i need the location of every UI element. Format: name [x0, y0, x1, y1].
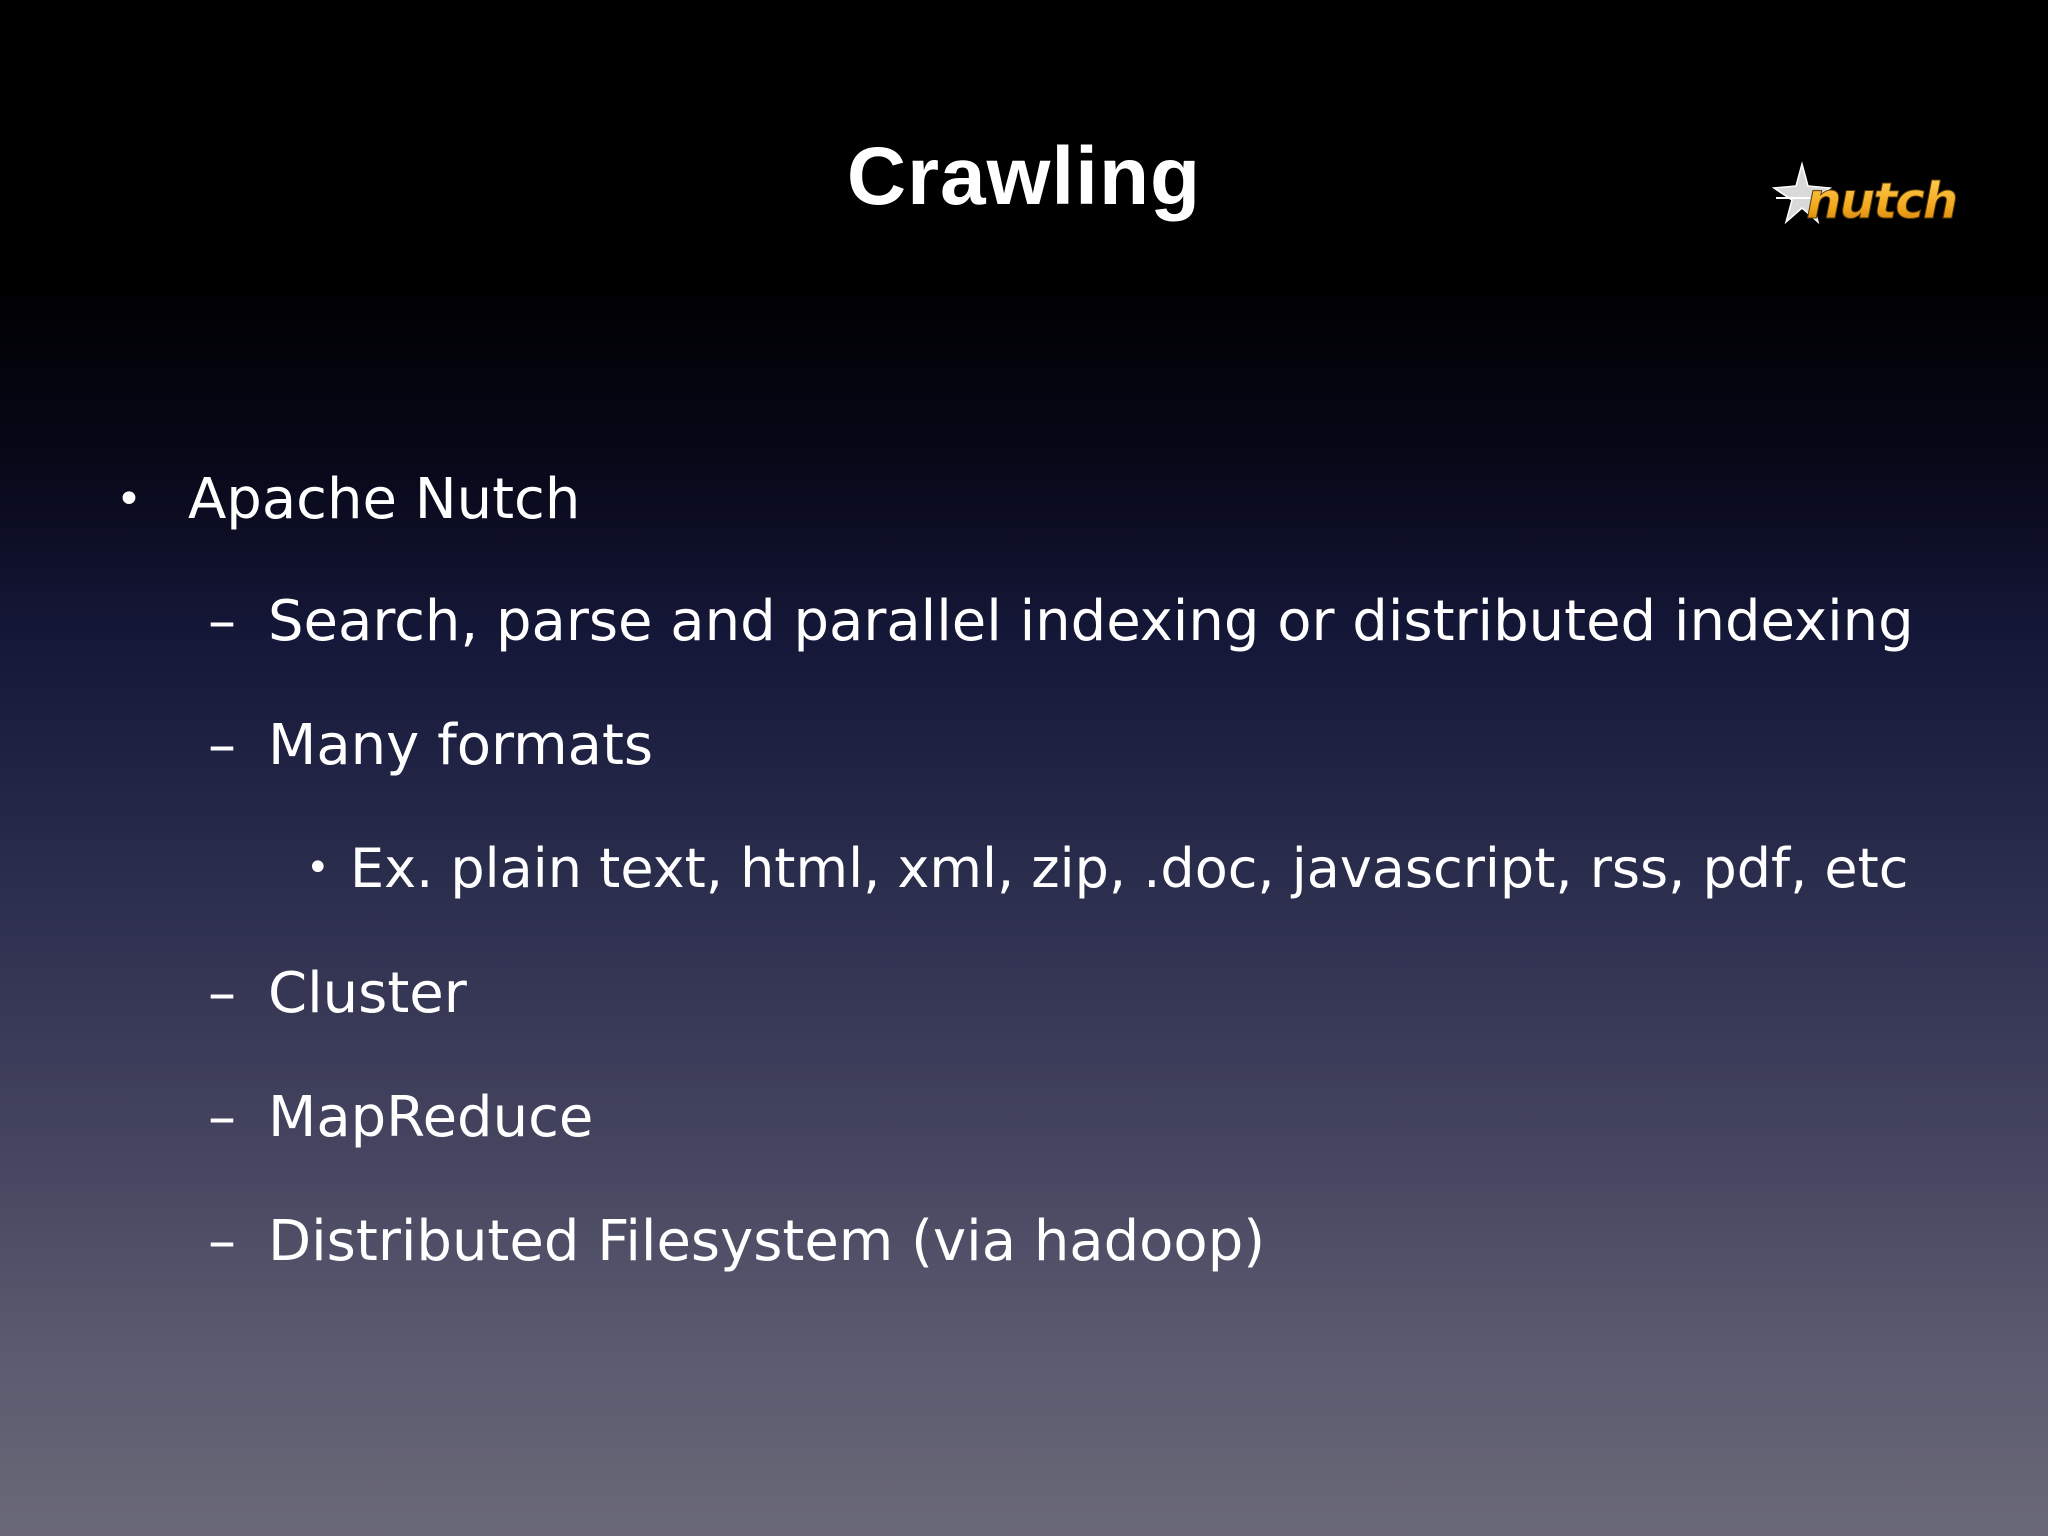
bullet-text: MapReduce — [268, 1085, 594, 1150]
bullet-text: Search, parse and parallel indexing or distributed indexing — [268, 589, 1914, 654]
bullet-marker: • — [306, 845, 330, 891]
bullet-marker: • — [116, 474, 142, 525]
dash-marker: – — [208, 1085, 236, 1150]
bullet-text: Many formats — [268, 713, 654, 778]
dash-marker: – — [208, 713, 236, 778]
bullet-text: Distributed Filesystem (via hadoop) — [268, 1209, 1266, 1274]
dash-marker: – — [208, 961, 236, 1026]
slide-title: Crawling — [846, 131, 1202, 222]
dash-marker: – — [208, 1209, 236, 1274]
nutch-logo-text: nutch — [1806, 172, 1957, 230]
bullet-text: Apache Nutch — [188, 467, 581, 532]
bullet-text: Cluster — [268, 961, 467, 1026]
bullet-text: Ex. plain text, html, xml, zip, .doc, javascript, rss, pdf, etc — [350, 837, 1909, 900]
dash-marker: – — [208, 589, 236, 654]
